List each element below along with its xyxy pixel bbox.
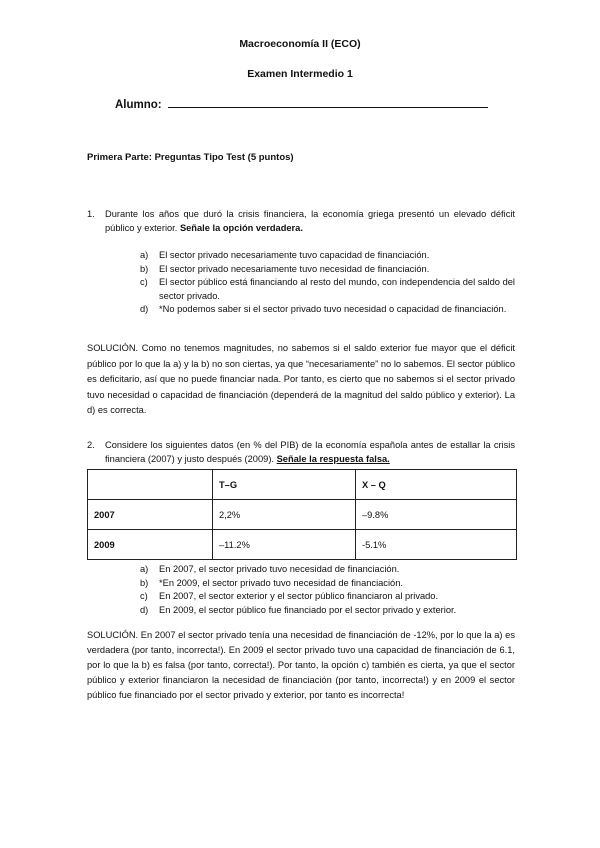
student-name-field (115, 96, 488, 111)
section-title: Primera Parte: Preguntas Tipo Test (5 puntos) (87, 152, 294, 163)
option-text: El sector privado necesariamente tuvo necesidad de financiación. (159, 263, 430, 274)
question-number: 1. (87, 209, 95, 219)
student-name-blank (168, 96, 488, 108)
question-2-options (140, 563, 515, 617)
table-row (88, 500, 517, 530)
student-label: Alumno: (115, 99, 162, 111)
option-letter: a) (140, 250, 149, 260)
question-1-options (140, 249, 515, 317)
question-1-solution: SOLUCIÓN. Como no tenemos magnitudes, no sabemos si el saldo exterior fue mayor que el déficit público por lo que la a) y la b) no son ciertas, ya que “necesariamente” no lo sabemos. El sector público es deficitario, así que no puede financiar nada. Por tanto, es cierto que no sabemos si el sector privado tuvo necesidad o capacidad de financiación (dependerá de la magnitud del saldo público y exterior). La d) es correcta. (87, 343, 515, 415)
table-cell: –9.8% (356, 500, 517, 530)
option-letter: c) (140, 277, 148, 287)
table-row (88, 530, 517, 560)
table-cell: -5.1% (356, 530, 517, 560)
table-cell-year: 2007 (88, 500, 213, 530)
question-instruction: Señale la opción verdadera. (179, 223, 303, 233)
table-cell-year: 2009 (88, 530, 213, 560)
table-cell: 2,2% (213, 500, 356, 530)
exam-subtitle: Examen Intermedio 1 (247, 68, 353, 80)
question-statement: Considere los siguientes datos (en % del PIB) de la economía española antes de estallar la crisis financiera (2007) y justo después (2009). (105, 440, 515, 464)
exam-title: Macroeconomía II (ECO) (239, 38, 361, 50)
option-letter: a) (140, 564, 149, 574)
option-c (140, 276, 515, 303)
option-d (140, 303, 515, 317)
option-text: El sector público está financiando al resto del mundo, con independencia del saldo del sector privado. (159, 277, 515, 301)
table-header-cell (88, 470, 213, 500)
option-b (140, 577, 515, 591)
table-header-cell: T–G (213, 470, 356, 500)
option-text: *No podemos saber si el sector privado tuvo necesidad o capacidad de financiación. (159, 304, 507, 314)
option-letter: b) (140, 263, 149, 274)
question-1 (87, 207, 515, 235)
question-text (105, 438, 515, 466)
option-letter: c) (140, 591, 148, 601)
table-header-cell: X – Q (356, 470, 517, 500)
option-text: En 2007, el sector exterior y el sector público financiaron al privado. (159, 591, 439, 601)
option-a (140, 563, 515, 577)
option-text: En 2007, el sector privado tuvo necesidad de financiación. (159, 564, 400, 574)
option-a (140, 249, 515, 263)
option-b (140, 263, 515, 277)
option-text: El sector privado necesariamente tuvo capacidad de financiación. (159, 250, 430, 260)
data-table (87, 469, 517, 560)
option-text: En 2009, el sector público fue financiado por el sector privado y exterior. (159, 604, 457, 615)
option-letter: b) (140, 577, 149, 588)
table-header-row (88, 470, 517, 500)
question-2 (87, 438, 515, 466)
question-text (105, 207, 515, 235)
question-instruction: Señale la respuesta falsa. (276, 454, 390, 464)
option-c (140, 590, 515, 604)
option-letter: d) (140, 304, 149, 314)
table-cell: –11.2% (213, 530, 356, 560)
option-letter: d) (140, 604, 149, 615)
question-statement: Durante los años que duró la crisis financiera, la economía griega presentó un elevado déficit público y exterior. (105, 209, 515, 233)
question-number: 2. (87, 440, 95, 450)
option-d (140, 604, 515, 618)
option-text: *En 2009, el sector privado tuvo necesidad de financiación. (159, 577, 403, 588)
question-2-solution: SOLUCIÓN. En 2007 el sector privado tenía una necesidad de financiación de -12%, por lo que la a) es verdadera (por tanto, incorrecta!). En 2009 el sector privado tuvo una capacidad de financiación de 6.1, por lo que la b) es falsa (por tanto, correcta!). Por tanto, la opción c) también es cierta, ya que el sector público y exterior financiaron la necesidad de financiación (por tanto, incorrecta!) y en 2009 el sector público fue financiado por el sector privado y exterior, por tanto es incorrecta! (87, 630, 515, 700)
